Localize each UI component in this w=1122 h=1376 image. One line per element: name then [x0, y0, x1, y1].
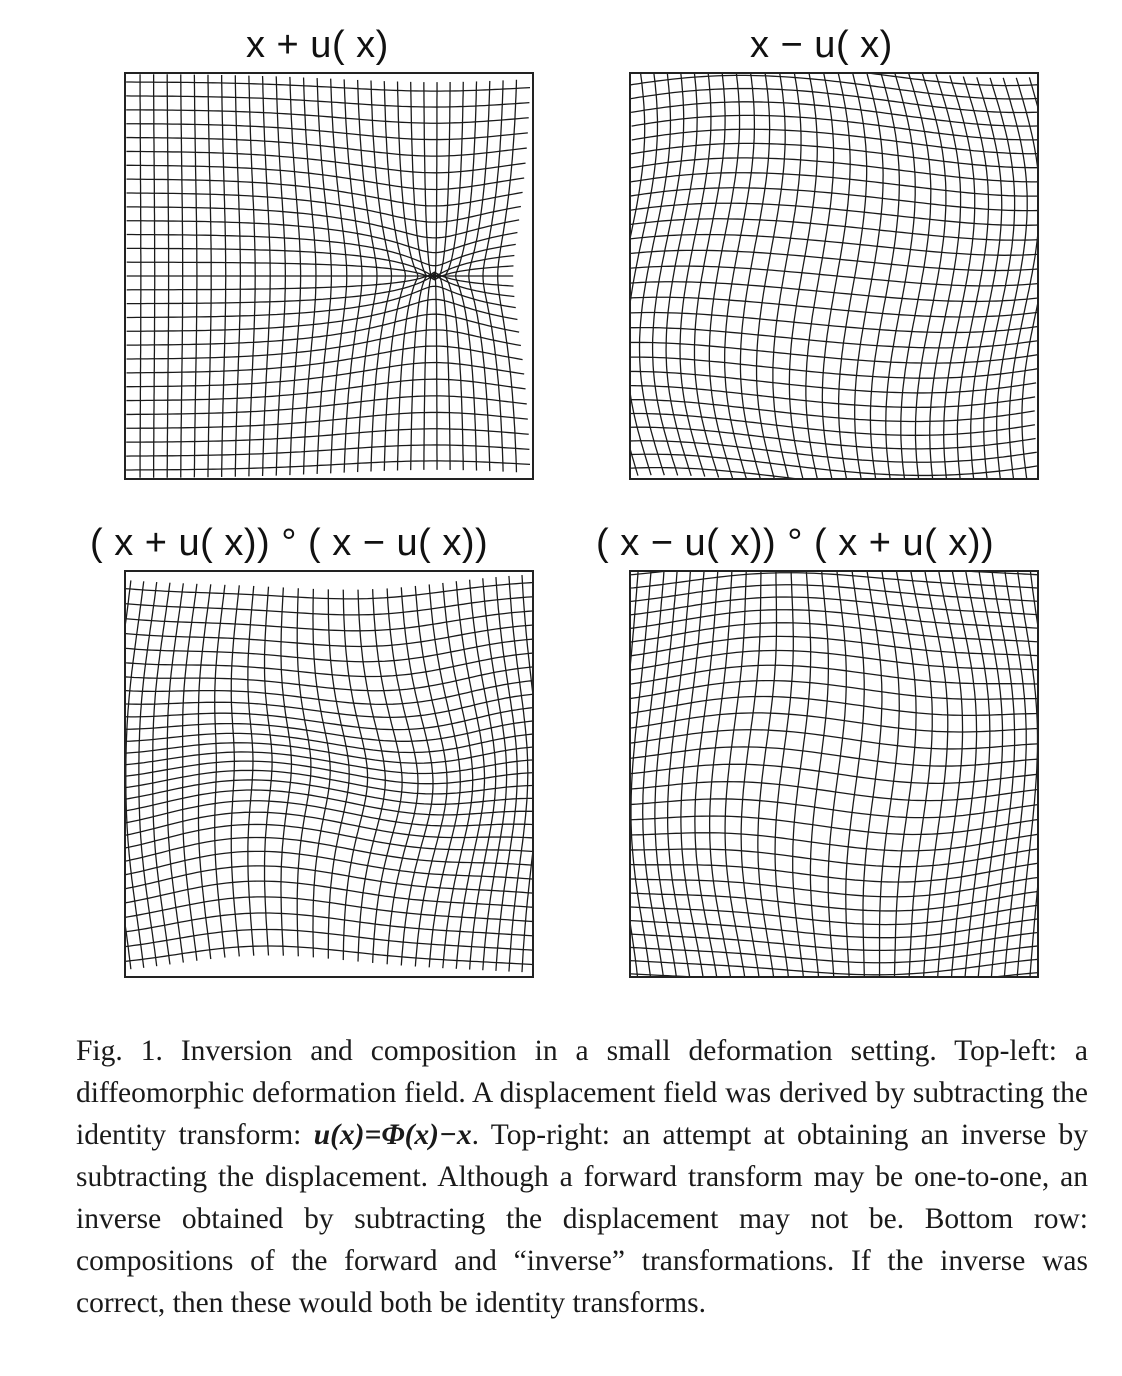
grid-line-horizontal: [631, 932, 1037, 951]
grid-line-horizontal: [631, 832, 1037, 850]
grid-line-vertical: [483, 578, 507, 970]
grid-plot-top-right: [631, 74, 1037, 478]
grid-line-vertical: [1017, 572, 1037, 976]
grid-line-horizontal: [126, 837, 532, 865]
grid-line-horizontal: [126, 680, 532, 705]
grid-line-horizontal: [631, 75, 1037, 99]
grid-line-vertical: [470, 580, 496, 970]
grid-line-vertical: [631, 74, 645, 476]
panel-title-top-left: x + u( x): [246, 24, 389, 66]
grid-line-vertical: [740, 74, 769, 478]
grid-plot-bottom-right: [631, 572, 1037, 976]
grid-line-vertical: [846, 572, 864, 976]
figure-caption: [76, 1030, 1088, 1324]
grid-line-horizontal: [631, 764, 1037, 783]
grid-line-horizontal: [126, 110, 529, 123]
grid-line-horizontal: [126, 761, 532, 784]
grid-line-vertical: [793, 572, 811, 976]
grid-line-horizontal: [127, 314, 520, 345]
caption-text-1: Inversion and composition in a small deformation setting. Top-left: a diffeomorphic deformation field. A displacement field was derived by subtracting the identity transform:: [76, 1035, 1088, 1151]
grid-line-horizontal: [126, 165, 524, 189]
grid-line-horizontal: [631, 782, 1037, 801]
caption-formula: u(x)=Φ(x)−x: [313, 1119, 472, 1151]
grid-line-horizontal: [127, 235, 516, 266]
grid-line-horizontal: [126, 412, 528, 428]
grid-plot-top-left: [126, 74, 532, 478]
grid-line-vertical: [1009, 78, 1037, 478]
panel-title-top-right: x − u( x): [750, 24, 893, 66]
grid-line-horizontal: [126, 461, 530, 470]
grid-line-vertical: [167, 583, 183, 962]
grid-lines: [126, 74, 530, 478]
grid-line-vertical: [870, 74, 899, 478]
deformation-grid-bottom-left: [124, 570, 534, 978]
grid-line-horizontal: [126, 363, 524, 387]
grid-line-horizontal: [126, 138, 526, 157]
grid-line-horizontal: [126, 429, 529, 442]
grid-line-horizontal: [126, 124, 528, 140]
grid-line-vertical: [997, 78, 1027, 478]
grid-line-vertical: [789, 74, 817, 478]
grid-line-horizontal: [631, 816, 1037, 835]
grid-line-horizontal: [126, 445, 529, 456]
grid-line-horizontal: [631, 89, 1037, 113]
caption-label: Fig. 1.: [76, 1035, 163, 1067]
grid-lines: [631, 74, 1037, 478]
deformation-grid-top-left: [124, 72, 534, 480]
caption-text-2: . Top-right: an attempt at obtaining an inverse by subtracting the displacement. Although a forward transform may be one-to-one, an inverse obtained by subtracting the displacement may not be. Bottom row: compositions of the forward and “inverse” transformations. If the inverse was correct, then these would both be identity transforms.: [76, 1119, 1088, 1319]
grid-line-horizontal: [127, 299, 518, 331]
grid-line-horizontal: [127, 207, 520, 238]
grid-line-horizontal: [631, 441, 1037, 462]
grid-line-vertical: [937, 572, 963, 976]
grid-line-horizontal: [631, 188, 1037, 211]
grid-line-horizontal: [126, 824, 532, 852]
grid-line-horizontal: [631, 74, 1037, 86]
grid-plot-bottom-left: [126, 572, 532, 976]
grid-line-horizontal: [631, 918, 1037, 938]
panel-title-bottom-left: ( x + u( x)) ° ( x − u( x)): [90, 522, 489, 564]
grid-line-horizontal: [631, 876, 1037, 897]
grid-line-vertical: [415, 586, 447, 967]
grid-line-vertical: [757, 74, 786, 478]
grid-line-vertical: [429, 584, 460, 967]
grid-line-horizontal: [127, 286, 516, 317]
grid-line-vertical: [991, 572, 1015, 976]
grid-line-horizontal: [126, 82, 530, 91]
grid-line-horizontal: [631, 203, 1037, 225]
deformation-grid-bottom-right: [629, 570, 1039, 978]
grid-line-horizontal: [631, 102, 1037, 126]
grid-line-horizontal: [631, 847, 1037, 867]
grid-line-vertical: [810, 572, 828, 976]
grid-line-vertical: [631, 572, 651, 976]
grid-line-vertical: [855, 74, 883, 478]
grid-line-vertical: [126, 580, 131, 969]
grid-line-vertical: [863, 572, 882, 976]
grid-lines: [126, 575, 532, 972]
grid-line-vertical: [773, 74, 801, 478]
grid-line-vertical: [1022, 77, 1037, 478]
deformation-grid-top-right: [629, 72, 1039, 480]
grid-line-horizontal: [126, 396, 526, 415]
grid-line-horizontal: [631, 597, 1037, 616]
panel-title-bottom-right: ( x − u( x)) ° ( x + u( x)): [596, 522, 995, 564]
grid-line-vertical: [695, 572, 719, 976]
grid-line-horizontal: [126, 693, 532, 717]
grid-line-horizontal: [126, 96, 529, 107]
grid-line-horizontal: [631, 266, 1037, 286]
grid-line-vertical: [950, 572, 976, 976]
grid-line-horizontal: [631, 219, 1037, 240]
grid-line-horizontal: [127, 221, 518, 253]
grid-line-horizontal: [126, 707, 532, 730]
grid-line-horizontal: [631, 427, 1036, 449]
grid-line-vertical: [977, 572, 1002, 976]
grid-line-vertical: [923, 572, 948, 976]
grid-lines: [631, 572, 1037, 976]
grid-line-horizontal: [632, 129, 1037, 153]
